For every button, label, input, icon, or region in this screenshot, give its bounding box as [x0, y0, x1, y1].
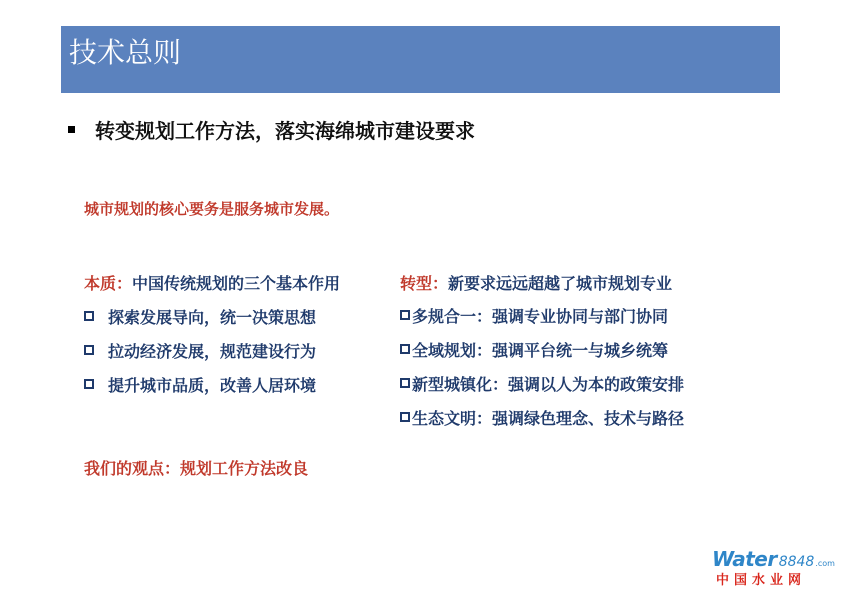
title-bar	[61, 26, 780, 93]
logo-tld: .com	[815, 559, 835, 568]
checkbox-square-icon	[84, 345, 94, 355]
logo-number: 8848	[778, 554, 815, 570]
essence-head-text: 中国传统规划的三个基本作用	[132, 274, 341, 293]
list-item	[400, 370, 684, 396]
list-item	[400, 404, 684, 430]
list-item-text: 探索发展导向，统一决策思想	[108, 307, 317, 327]
transformation-column	[400, 271, 684, 430]
list-item-text: 提升城市品质，改善人居环境	[108, 375, 317, 395]
list-item	[84, 337, 340, 363]
essence-tag: 本质：	[84, 274, 133, 293]
list-item-text: 生态文明：强调绿色理念、技术与路径	[412, 408, 685, 428]
checkbox-square-icon	[400, 344, 410, 354]
list-item-text: 全域规划：强调平台统一与城乡统筹	[412, 340, 669, 360]
viewpoint: 我们的观点：规划工作方法改良	[84, 459, 309, 478]
list-item-text: 拉动经济发展，规范建设行为	[108, 341, 317, 361]
essence-heading	[84, 271, 340, 297]
list-item	[84, 371, 340, 397]
logo-brand: Water	[712, 547, 777, 571]
checkbox-square-icon	[84, 311, 94, 321]
logo-wordmark	[712, 547, 834, 569]
essence-column	[84, 271, 340, 397]
list-item	[400, 302, 684, 328]
transformation-tag: 转型：	[400, 274, 449, 293]
water8848-logo	[712, 547, 834, 589]
slide-title: 技术总则	[69, 36, 182, 69]
transformation-head-text: 新要求远远超越了城市规划专业	[448, 274, 673, 293]
logo-chinese: 中国水业网	[716, 573, 807, 588]
headline: 转变规划工作方法，落实海绵城市建设要求	[95, 118, 475, 143]
checkbox-square-icon	[400, 412, 410, 422]
list-item	[84, 303, 340, 329]
square-bullet-icon	[68, 126, 75, 133]
list-item-text: 新型城镇化：强调以人为本的政策安排	[412, 374, 685, 394]
checkbox-square-icon	[400, 310, 410, 320]
transformation-heading	[400, 271, 684, 297]
list-item-text: 多规合一：强调专业协同与部门协同	[412, 306, 669, 326]
core-statement: 城市规划的核心要务是服务城市发展。	[84, 200, 340, 218]
headline-row	[68, 116, 475, 142]
checkbox-square-icon	[400, 378, 410, 388]
list-item	[400, 336, 684, 362]
checkbox-square-icon	[84, 379, 94, 389]
